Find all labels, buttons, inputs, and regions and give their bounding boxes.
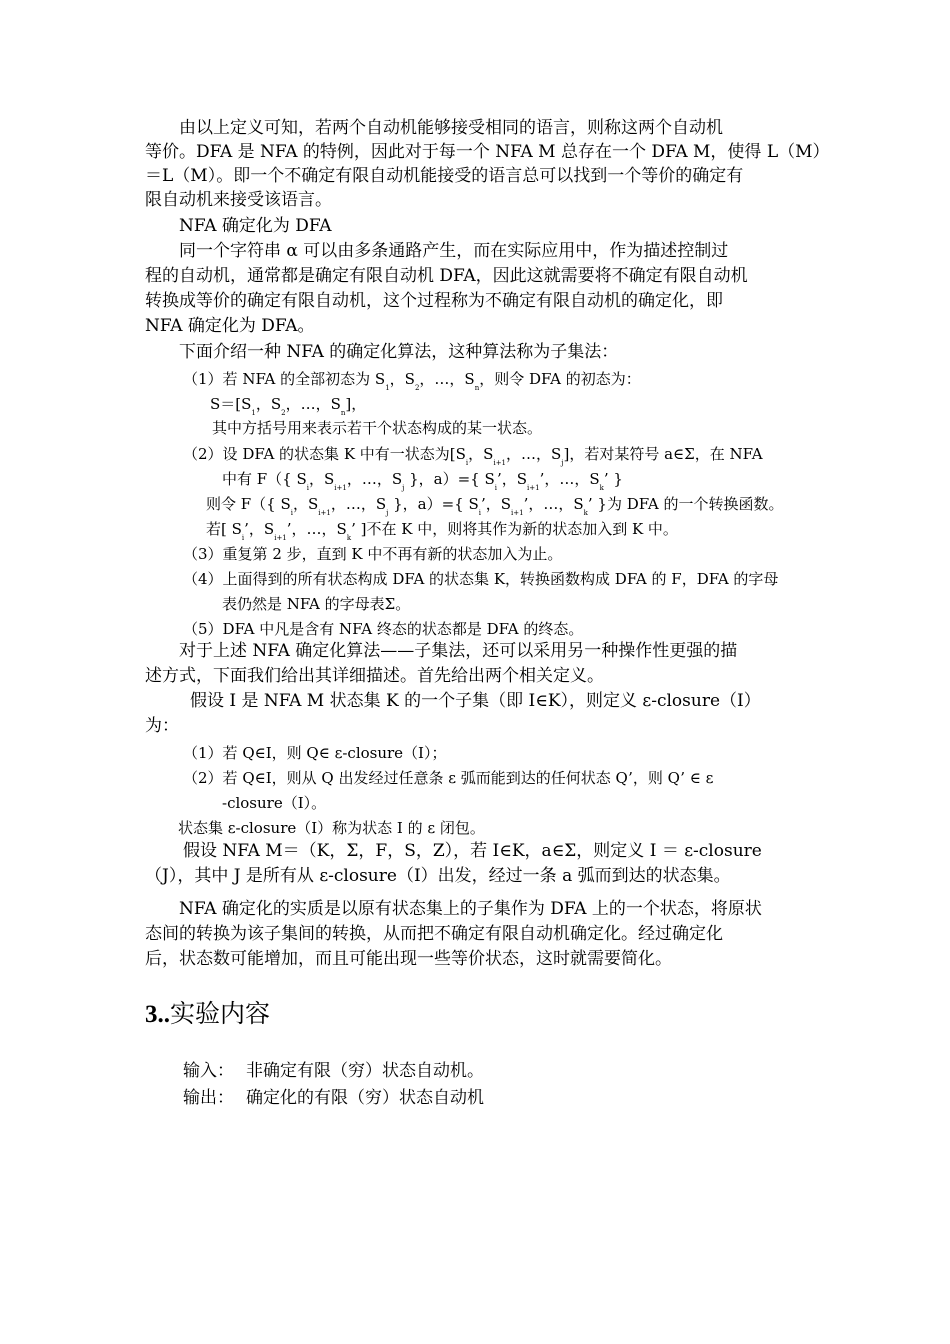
- alt-line-2: 述方式，下面我们给出其详细描述。首先给出两个相关定义。: [145, 666, 604, 686]
- section-heading: [145, 997, 270, 1032]
- closure-rule-1: （1）若 Q∈I，则 Q∈ ε-closure（I）；: [183, 744, 447, 762]
- why-line-2: 程的自动机，通常都是确定有限自动机 DFA，因此这就需要将不确定有限自动机: [145, 266, 748, 286]
- subtitle-nfa-to-dfa: NFA 确定化为 DFA: [179, 216, 332, 236]
- essence-line-1: NFA 确定化的实质是以原有状态集上的子集作为 DFA 上的一个状态，将原状: [179, 899, 762, 919]
- step-4-line-1: （4）上面得到的所有状态构成 DFA 的状态集 K，转换函数构成 DFA 的 F，DFA 的字母: [183, 570, 779, 588]
- closure-rule-2-line-2: -closure（I）。: [222, 794, 327, 812]
- input-value: 非确定有限（穷）状态自动机。: [246, 1061, 484, 1081]
- output-label: 输出：: [183, 1088, 234, 1108]
- closure-def-line-2: 为：: [145, 716, 179, 736]
- output-value: 确定化的有限（穷）状态自动机: [246, 1088, 484, 1108]
- ia-line-1: 假设 NFA M＝（K，Σ，F，S，Z），若 I∈K，a∈Σ，则定义 I ＝ ε-closure: [183, 841, 762, 861]
- closure-rule-2-line-1: （2）若 Q∈I，则从 Q 出发经过任意条 ε 弧而能到达的任何状态 Q’，则 Q’ ∈ ε: [183, 769, 714, 787]
- section-number: 3..: [145, 1001, 170, 1028]
- algo-intro: 下面介绍一种 NFA 的确定化算法，这种算法称为子集法：: [179, 342, 619, 362]
- step-4-line-2: 表仍然是 NFA 的字母表Σ。: [222, 595, 411, 613]
- essence-line-2: 态间的转换为该子集间的转换，从而把不确定有限自动机确定化。经过确定化: [145, 924, 723, 944]
- intro-line-4: 限自动机来接受该语言。: [145, 190, 332, 210]
- step-5: （5）DFA 中凡是含有 NFA 终态的状态都是 DFA 的终态。: [183, 620, 584, 638]
- step-2-line-1: （2）设 DFA 的状态集 K 中有一状态为[$S_i$，$S_{i+1}$，…，$S_j$]，若对某符号 a∈Σ，在 NFA: [183, 445, 763, 467]
- alt-line-1: 对于上述 NFA 确定化算法——子集法，还可以采用另一种操作性更强的描: [179, 641, 738, 661]
- step-3: （3）重复第 2 步，直到 K 中不再有新的状态加入为止。: [183, 545, 563, 563]
- why-line-3: 转换成等价的确定有限自动机，这个过程称为不确定有限自动机的确定化，即: [145, 291, 723, 311]
- closure-name: 状态集 ε-closure（I）称为状态 I 的 ε 闭包。: [178, 819, 485, 837]
- step-1-line-1: （1）若 NFA 的全部初态为 $S_1$，$S_2$，…，$S_n$，则令 DFA 的初态为：: [183, 370, 641, 392]
- ia-line-2: （J），其中 J 是所有从 ε-closure（I）出发，经过一条 a 弧而到达的状态集。: [145, 866, 731, 886]
- output-line: [183, 1087, 484, 1109]
- essence-line-3: 后，状态数可能增加，而且可能出现一些等价状态，这时就需要简化。: [145, 949, 672, 969]
- step-2-line-4: 若[ $S_i$’，$S_{i+1}$’，…，$S_k$’ ]不在 K 中，则将其作为新的状态加入到 K 中。: [206, 520, 678, 542]
- closure-def-line-1: 假设 I 是 NFA M 状态集 K 的一个子集（即 I∈K），则定义 ε-closure（I）: [190, 691, 761, 711]
- section-title: 实验内容: [170, 999, 271, 1028]
- intro-line-3: ＝L（M）。即一个不确定有限自动机能接受的语言总可以找到一个等价的确定有: [145, 166, 744, 186]
- step-1-formula: $S=[S_1$，$S_2$，…，$S_n$]，: [210, 395, 367, 417]
- step-1-note: 其中方括号用来表示若干个状态构成的某一状态。: [212, 419, 543, 437]
- step-2-line-3: 则令 F（{ $S_i$，$S_{i+1}$，…，$S_j$ }，a）={ $S_i$’，$S_{i+1}$’，…，$S_k$’ }为 DFA 的一个转换函数。: [206, 495, 784, 517]
- input-line: [183, 1060, 484, 1082]
- intro-line-2: 等价。DFA 是 NFA 的特例，因此对于每一个 NFA M 总存在一个 DFA M，使得 L（M）: [145, 142, 830, 162]
- intro-line-1: 由以上定义可知，若两个自动机能够接受相同的语言，则称这两个自动机: [179, 118, 723, 138]
- why-line-1: 同一个字符串 α 可以由多条通路产生，而在实际应用中，作为描述控制过: [179, 241, 729, 261]
- step-2-line-2: 中有 F（{ $S_i$，$S_{i+1}$，…，$S_j$ }，a）={ $S_i$’，$S_{i+1}$’，…，$S_k$’ }: [222, 470, 623, 492]
- input-label: 输入：: [183, 1061, 234, 1081]
- why-line-4: NFA 确定化为 DFA。: [145, 316, 315, 336]
